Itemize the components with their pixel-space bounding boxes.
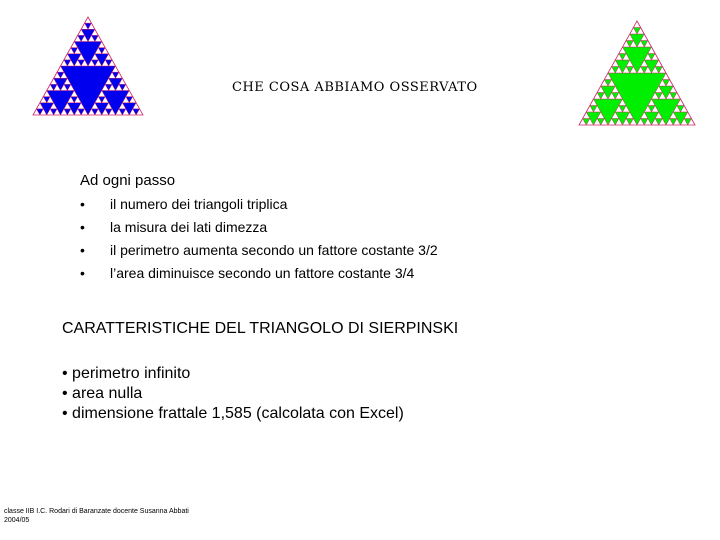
page-title: CHE COSA ABBIAMO OSSERVATO (232, 80, 478, 95)
section-heading: CARATTERISTICHE DEL TRIANGOLO DI SIERPINSKI (62, 320, 459, 337)
list-item: • area nulla (62, 385, 143, 402)
footer-year: 2004/05 (4, 517, 30, 524)
properties-list (62, 364, 404, 424)
bullet-marker: • (80, 265, 85, 281)
bullet-marker: • (80, 242, 85, 258)
bullet-marker: • (80, 196, 85, 212)
sierpinski-triangle-blue (30, 14, 146, 118)
bullet-marker: • (80, 219, 85, 235)
intro-text: Ad ogni passo (80, 172, 176, 189)
list-item: • perimetro infinito (62, 365, 191, 382)
observation-text: il perimetro aumenta secondo un fattore costante 3/2 (110, 242, 438, 258)
sierpinski-triangle-green (576, 18, 698, 128)
list-item: • dimensione frattale 1,585 (calcolata con Excel) (62, 405, 404, 422)
observation-text: l’area diminuisce secondo un fattore costante 3/4 (110, 265, 415, 281)
observation-text: il numero dei triangoli triplica (110, 196, 288, 212)
footer-line: classe IIB I.C. Rodari di Baranzate docente Susanna Abbati (4, 508, 189, 515)
observation-text: la misura dei lati dimezza (110, 219, 268, 235)
footer-credit (4, 507, 189, 525)
